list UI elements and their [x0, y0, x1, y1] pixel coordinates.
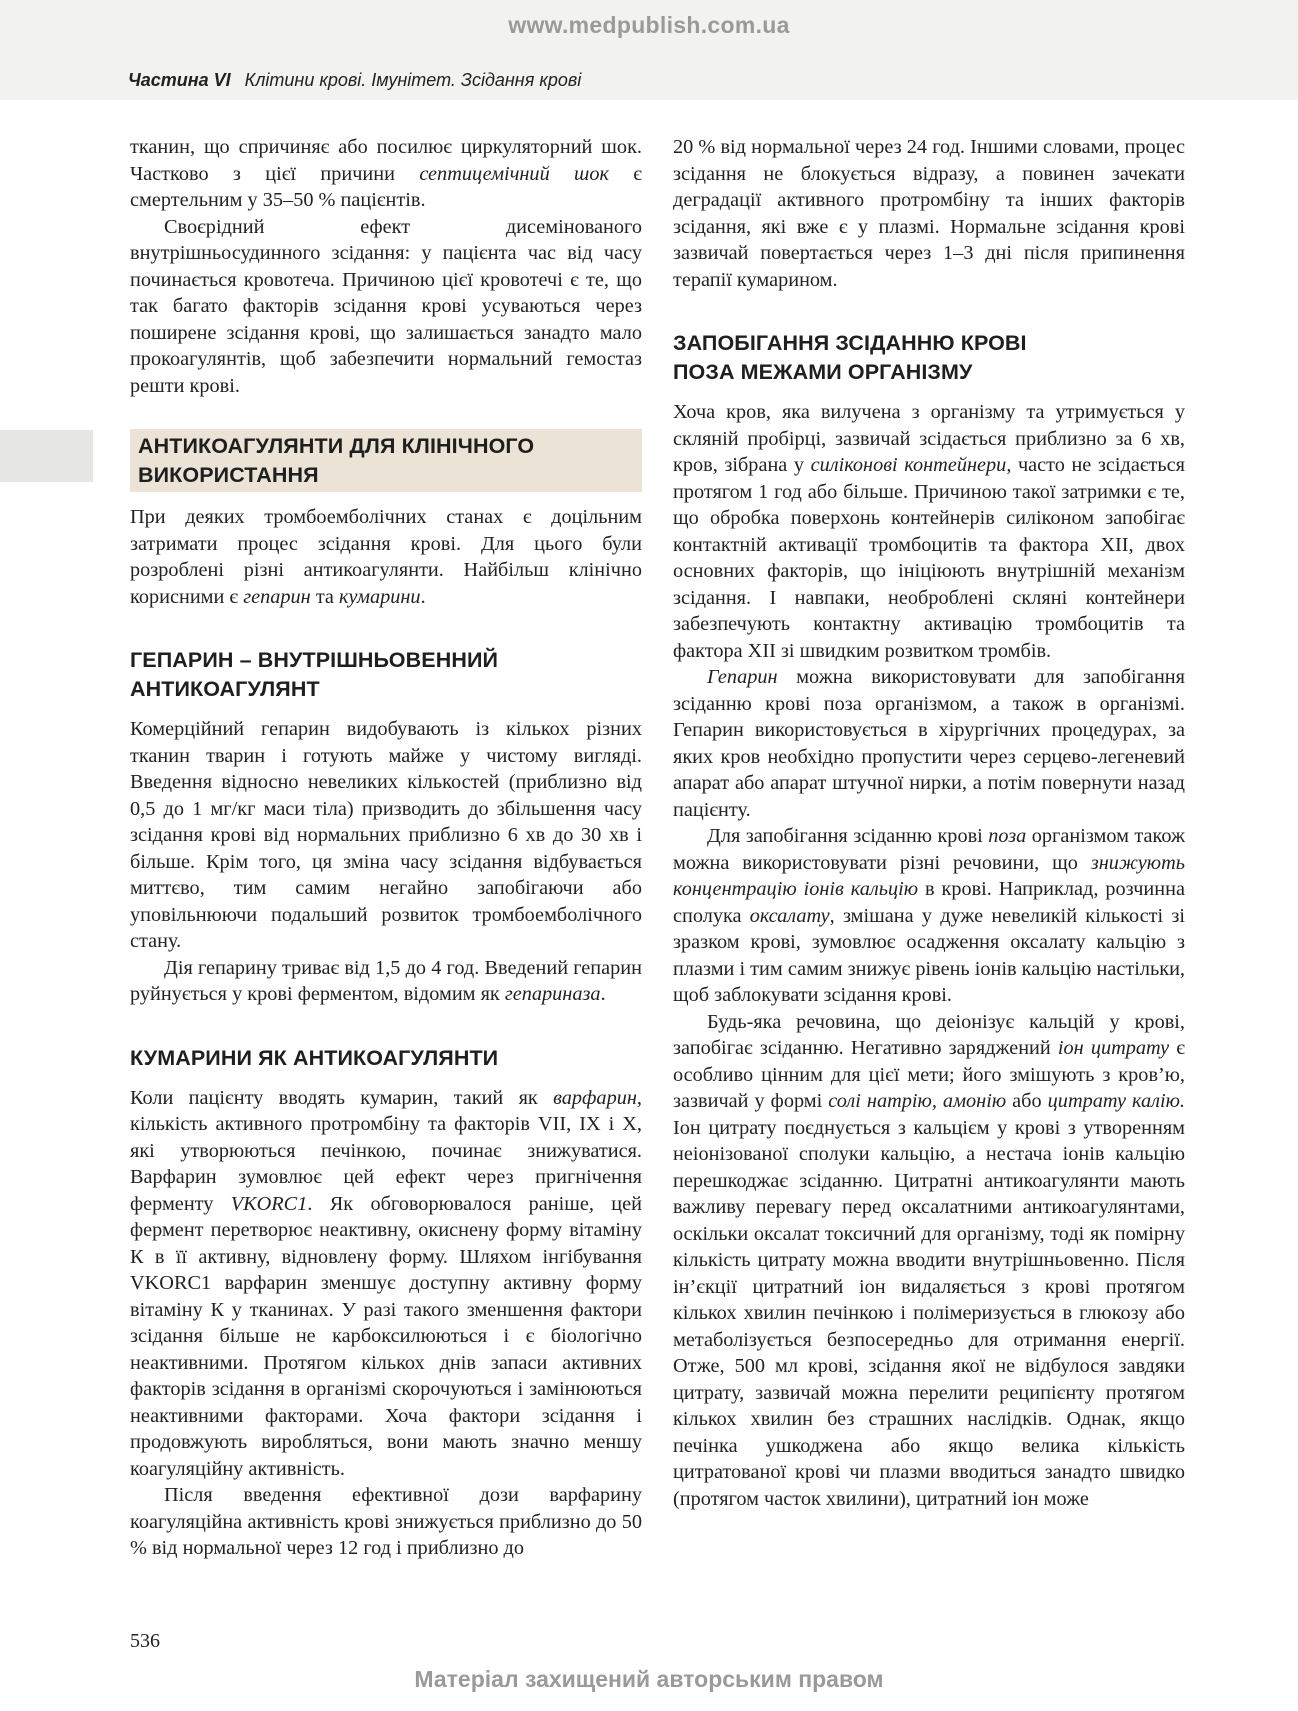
paragraph: Хоча кров, яка вилучена з організму та утримується у скляній пробірці, зазвичай зсідається приблизно за 6 хв, кров, зібрана у силіконові контейнери, часто не зсідається протягом 1 год або більше. Причиною такої затримки є те, що обробка поверхонь контейнерів силіконом запобігає контактній активації тромбоцитів та фактора XII, двох основних факторів, що ініціюють внутрішній механізм зсідання. І навпаки, необроблені скляні контейнери забезпечують контактну активацію тромбоцитів та фактора XII зі швидким розвитком тромбів. — [673, 401, 1185, 662]
part-title: Клітини крові. Імунітет. Зсідання крові — [244, 70, 582, 90]
paragraph: Для запобігання зсіданню крові поза організмом також можна використовувати різні речовини, що знижують концентрацію іонів кальцію в крові. Наприклад, розчинна сполука оксалату, змішана у дуже невеликій кількості зі зразком крові, зумовлює осадження оксалату кальцію з плазми і тим самим знижує рівень іонів кальцію настільки, щоб заблокувати зсідання крові. — [673, 825, 1186, 1006]
paragraph: Коли пацієнту вводять кумарин, такий як варфарин, кількість активного протромбіну та факторів VII, IX і X, які утворюються печінкою, починає знижуватися. Варфарин зумовлює цей ефект через пригнічення ферменту VKORC1. Як обговорювалося раніше, цей фермент перетворює неактивну, окиснену форму вітаміну К в її активну, відновлену форму. Шляхом інгібування VKORC1 варфарин зменшує доступну активну форму вітаміну К у тканинах. У разі такого зменшення фактори зсідання більше не карбоксилюються і є біологічно неактивними. Протягом кількох днів запаси активних факторів зсідання в організмі скорочуються і замінюються неактивними факторами. Хоча фактори зсідання і продовжують виробляться, вони мають значно меншу коагуляційну активність. — [130, 1086, 642, 1480]
paragraph: Дія гепарину триває від 1,5 до 4 год. Введений гепарин руйнується у крові ферментом, відомим як гепариназа. — [130, 956, 642, 1005]
part-label: Частина VI — [128, 70, 231, 90]
chapter-side-tab — [0, 430, 93, 482]
left-column — [130, 134, 642, 1562]
copyright-notice: Матеріал захищений авторським правом — [414, 1666, 884, 1692]
paragraph: Комерційний гепарин видобувають із кількох різних тканин тварин і готують майже у чистому вигляді. Введення відносно невеликих кількостей (приблизно від 0,5 до 1 мг/кг маси тіла) призводить до збільшення часу зсідання крові від нормальних приблизно 6 хв до 30 хв і більше. Крім того, ця зміна часу зсідання відбувається миттєво, тим самим негайно запобігаючи або уповільнюючи подальший розвиток тромбоемболічного стану. — [130, 718, 642, 952]
site-url[interactable]: www.medpublish.com.ua — [508, 12, 790, 38]
running-head — [128, 70, 581, 91]
paragraph: тканин, що спричиняє або посилює циркуляторний шок. Частково з цієї причини септицемічний шок є смертельним у 35–50 % пацієнтів. — [130, 136, 642, 211]
section-heading-heparin: ГЕПАРИН – ВНУТРІШНЬОВЕННИЙ АНТИКОАГУЛЯНТ — [130, 648, 499, 701]
paragraph: Будь-яка речовина, що деіонізує кальцій у крові, запобігає зсіданню. Негативно заряджений іон цитрату є особливо цінним для цієї мети; його змішують з кров’ю, зазвичай у формі солі натрію, амонію або цитрату калію. Іон цитрату поєднується з кальцієм у крові з утворенням неіонізованої сполуки кальцію, а нестача іонів кальцію перешкоджає зсіданню. Цитратні антикоагулянти мають важливу перевагу перед оксалатними антикоагулянтами, оскільки оксалат токсичний для організму, тоді як помірну кількість цитрату можна вводити внутрішньовенно. Після ін’єкції цитратний іон видаляється з крові протягом кількох хвилин печінкою і полімеризується в глюкозу або метаболізується безпосередньо для отримання енергії. Отже, 500 мл крові, зсідання якої не відбулося завдяки цитрату, зазвичай можна перелити реципієнту протягом кількох хвилин без страшних наслідків. Однак, якщо печінка ушкоджена або якщо велика кількість цитратованої крові чи плазми вводиться занадто швидко (протягом часток хвилини), цитратний іон може — [673, 1010, 1185, 1510]
right-column — [673, 134, 1185, 1512]
paragraph: Гепарин можна використовувати для запобігання зсіданню крові поза організмом, а також в організмі. Гепарин використовується в хірургічних процедурах, за яких кров необхідно пропустити через серцево-легеневий апарат або апарат штучної нирки, а потім повернути назад пацієнту. — [673, 666, 1185, 821]
section-heading-outside-body: ЗАПОБІГАННЯ ЗСІДАННЮ КРОВІ ПОЗА МЕЖАМИ ОРГАНІЗМУ — [673, 331, 1027, 384]
section-heading-anticoagulants: АНТИКОАГУЛЯНТИ ДЛЯ КЛІНІЧНОГО ВИКОРИСТАННЯ — [130, 429, 642, 492]
paragraph: При деяких тромбоемболічних станах є доцільним затримати процес зсідання крові. Для цього були розроблені різні антикоагулянти. Найбільш клінічно корисними є гепарин та кумарини. — [130, 506, 642, 608]
paragraph: Після введення ефективної дози варфарину коагуляційна активність крові знижується приблизно до 50 % від нормальної через 12 год і приблизно до — [130, 1484, 642, 1559]
paragraph: 20 % від нормальної через 24 год. Іншими словами, процес зсідання не блокується відразу, а повинен зачекати деградації активного протромбіну та інших факторів зсідання, які вже є у плазмі. Нормальне зсідання крові зазвичай повертається через 1–3 дні після припинення терапії кумарином. — [673, 136, 1185, 291]
page-number: 536 — [130, 1630, 160, 1652]
paragraph: Своєрідний ефект дисемінованого внутрішньосудинного зсідання: у пацієнта час від часу починається кровотеча. Причиною цієї кровотечі є те, що так багато факторів зсідання крові усуваються через поширене зсідання крові, що залишається занадто мало прокоагулянтів, щоб забезпечити нормальний гемостаз решти крові. — [130, 215, 642, 397]
section-heading-coumarins: КУМАРИНИ ЯК АНТИКОАГУЛЯНТИ — [130, 1045, 499, 1070]
